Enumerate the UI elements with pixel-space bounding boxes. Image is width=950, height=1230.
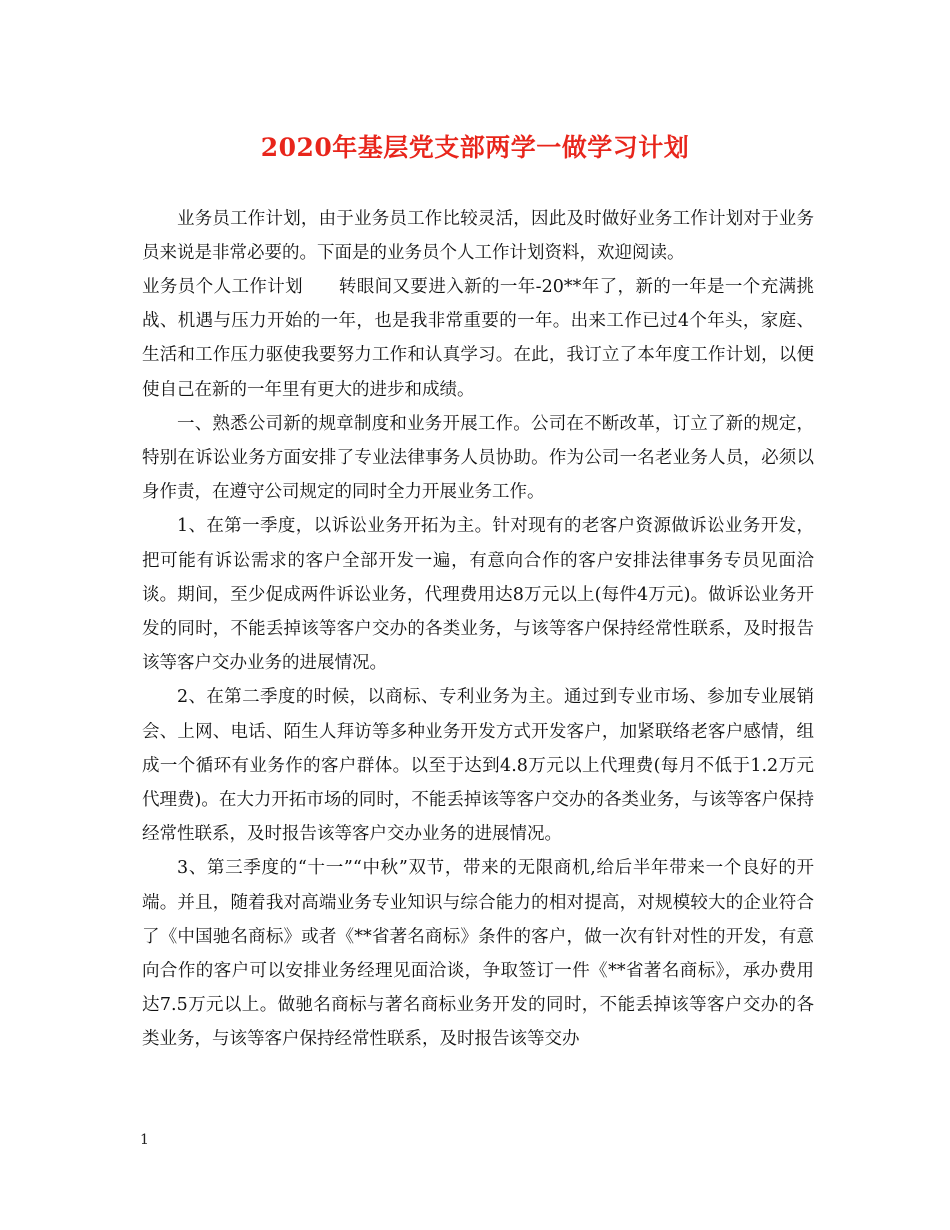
paragraph-quarter-three: 3、第三季度的“十一”“中秋”双节，带来的无限商机,给后半年带来一个良好的开端。并且，随着我对高端业务专业知识与综合能力的相对提高，对规模较大的企业符合了《中国驰名商标》或者《**省著名商标》条件的客户，做一次有针对性的开发，有意向合作的客户可以安排业务经理见面洽谈，争取签订一件《**省著名商标》，承办费用达7.5万元以上。做驰名商标与著名商标业务开发的同时，不能丢掉该等客户交办的各类业务，与该等客户保持经常性联系，及时报告该等交办 [142, 858, 814, 1050]
paragraph-plan-overview: 业务员个人工作计划 转眼间又要进入新的一年-20**年了，新的一年是一个充满挑战、机遇与压力开始的一年，也是我非常重要的一年。出来工作已过4个年头，家庭、生活和工作压力驱使我要努力工作和认真学习。在此，我订立了本年度工作计划，以便使自己在新的一年里有更大的进步和成绩。 [142, 276, 814, 400]
document-body [142, 202, 814, 1057]
paragraph-intro: 业务员工作计划，由于业务员工作比较灵活，因此及时做好业务工作计划对于业务员来说是非常必要的。下面是的业务员个人工作计划资料，欢迎阅读。 [142, 209, 814, 264]
paragraph-section-one: 一、熟悉公司新的规章制度和业务开展工作。公司在不断改革，订立了新的规定，特别在诉讼业务方面安排了专业法律事务人员协助。作为公司一名老业务人员，必须以身作责，在遵守公司规定的同时全力开展业务工作。 [142, 413, 814, 503]
paragraph-quarter-one: 1、在第一季度，以诉讼业务开拓为主。针对现有的老客户资源做诉讼业务开发，把可能有诉讼需求的客户全部开发一遍，有意向合作的客户安排法律事务专员见面洽谈。期间，至少促成两件诉讼业务，代理费用达8万元以上(每件4万元)。做诉讼业务开发的同时，不能丢掉该等客户交办的各类业务，与该等客户保持经常性联系，及时报告该等客户交办业务的进展情况。 [142, 516, 814, 674]
page-number: 1 [140, 1132, 149, 1148]
paragraph-quarter-two: 2、在第二季度的时候，以商标、专利业务为主。通过到专业市场、参加专业展销会、上网、电话、陌生人拜访等多种业务开发方式开发客户，加紧联络老客户感情，组成一个循环有业务作的客户群体。以至于达到4.8万元以上代理费(每月不低于1.2万元代理费)。在大力开拓市场的同时，不能丢掉该等客户交办的各类业务，与该等客户保持经常性联系，及时报告该等客户交办业务的进展情况。 [142, 687, 814, 845]
document-title: 2020年基层党支部两学一做学习计划 [260, 133, 690, 162]
